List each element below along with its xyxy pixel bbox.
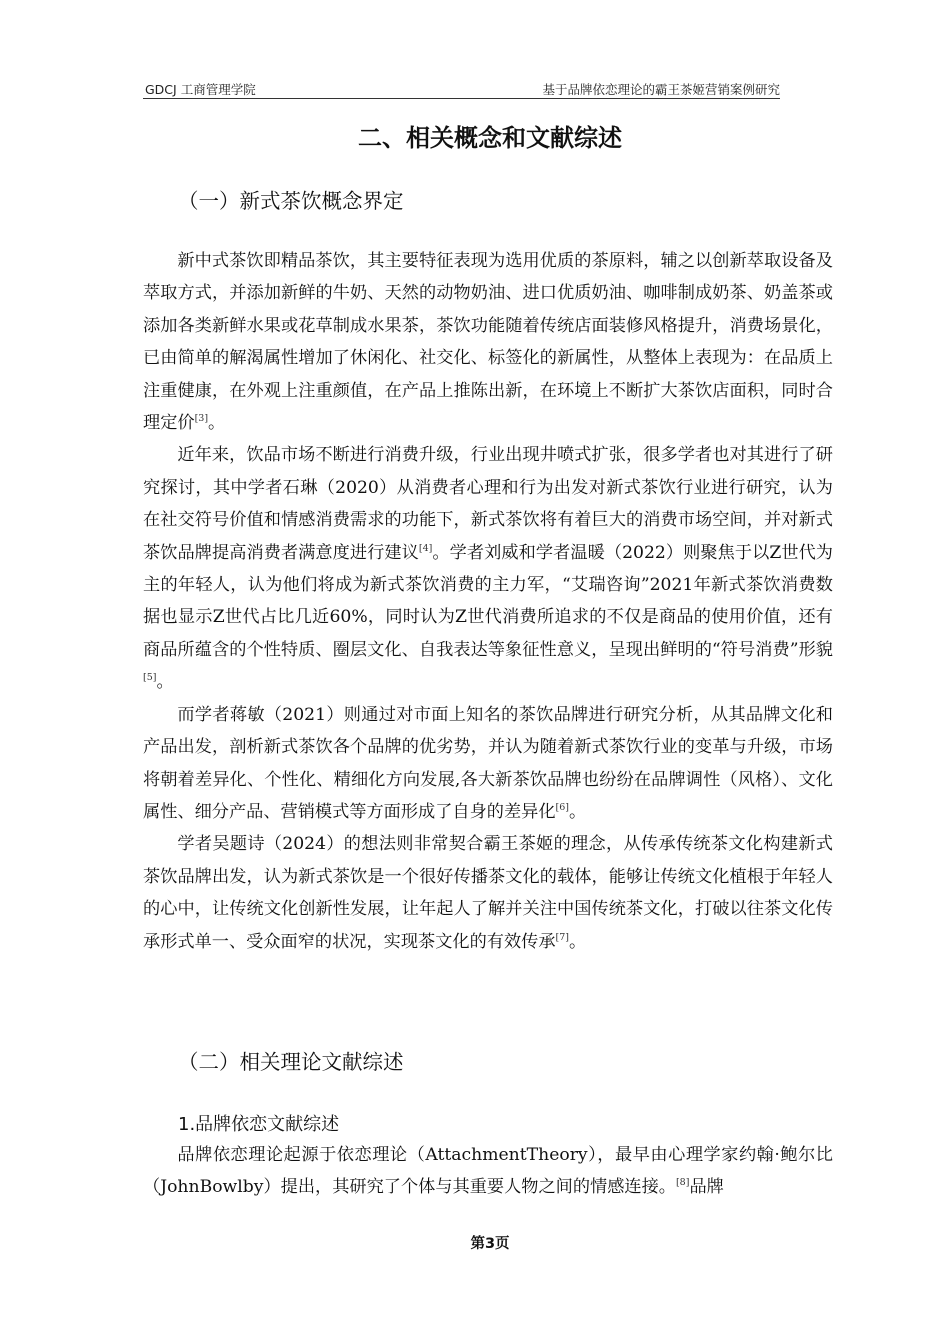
section-1-body xyxy=(143,245,833,958)
citation-5: [5] xyxy=(143,672,157,684)
citation-8: [8] xyxy=(675,1177,690,1189)
citation-6: [6] xyxy=(555,801,569,813)
paragraph-1: 新中式茶饮即精品茶饮，其主要特征表现为选用优质的茶原料，辅之以创新萃取设备及萃取方式，并添加新鲜的牛奶、天然的动物奶油、进口优质奶油、咖啡制成奶茶、奶盖茶或添加各类新鲜水果或花草制成水果茶，茶饮功能随着传统店面装修风格提升，消费场景化，已由简单的解渴属性增加了休闲化、社交化、标签化的新属性，从整体上表现为：在品质上注重健康，在外观上注重颜值，在产品上推陈出新，在环境上不断扩大茶饮店面积，同时合理定价[3]。 xyxy=(143,251,833,434)
citation-4: [4] xyxy=(418,542,433,554)
paragraph-2: 近年来，饮品市场不断进行消费升级，行业出现井喷式扩张，很多学者也对其进行了研究探讨，其中学者石琳（2020）从消费者心理和行为出发对新式茶饮行业进行研究，认为在社交符号价值和情感消费需求的功能下，新式茶饮将有着巨大的消费市场空间，并对新式茶饮品牌提高消费者满意度进行建议[4]。学者刘威和学者温暖（2022）则聚焦于以Z世代为主的年轻人，认为他们将成为新式茶饮消费的主力军，“艾瑞咨询”2021年新式茶饮消费数据也显示Z世代占比几近60%，同时认为Z世代消费所追求的不仅是商品的使用价值，还有商品所蕴含的个性特质、圈层文化、自我表达等象征性意义，呈现出鲜明的“符号消费”形貌[5]。 xyxy=(143,445,833,693)
section-1-title: （一）新式茶饮概念界定 xyxy=(178,189,404,213)
citation-3: [3] xyxy=(194,413,209,425)
chapter-title: 二、相关概念和文献综述 xyxy=(358,124,622,152)
header-college: GDCJ 工商管理学院 xyxy=(145,82,256,97)
header-thesis-title: 基于品牌依恋理论的霸王茶姬营销案例研究 xyxy=(542,82,780,97)
header-divider xyxy=(143,98,780,99)
subsection-1-title: 1.品牌依恋文献综述 xyxy=(178,1114,340,1135)
citation-7: [7] xyxy=(555,931,569,943)
section-2-body xyxy=(143,1139,833,1204)
paragraph-4: 学者吴题诗（2024）的想法则非常契合霸王茶姬的理念，从传承传统茶文化构建新式茶饮品牌出发，认为新式茶饮是一个很好传播茶文化的载体，能够让传统文化植根于年轻人的心中，让传统文化创新性发展，让年起人了解并关注中国传统茶文化，打破以往茶文化传承形式单一、受众面窄的状况，实现茶文化的有效传承[7]。 xyxy=(143,834,833,952)
section-2-title: （二）相关理论文献综述 xyxy=(178,1050,404,1074)
paragraph-3: 而学者蒋敏（2021）则通过对市面上知名的茶饮品牌进行研究分析，从其品牌文化和产品出发，剖析新式茶饮各个品牌的优劣势，并认为随着新式茶饮行业的变革与升级，市场将朝着差异化、个性化、精细化方向发展,各大新茶饮品牌也纷纷在品牌调性（风格）、文化属性、细分产品、营销模式等方面形成了自身的差异化[6]。 xyxy=(143,704,833,822)
page-number: 第3页 xyxy=(470,1236,510,1252)
paragraph-5: 品牌依恋理论起源于依恋理论（AttachmentTheory），最早由心理学家约翰·鲍尔比（JohnBowlby）提出，其研究了个体与其重要人物之间的情感连接。[8]品牌 xyxy=(143,1145,833,1198)
